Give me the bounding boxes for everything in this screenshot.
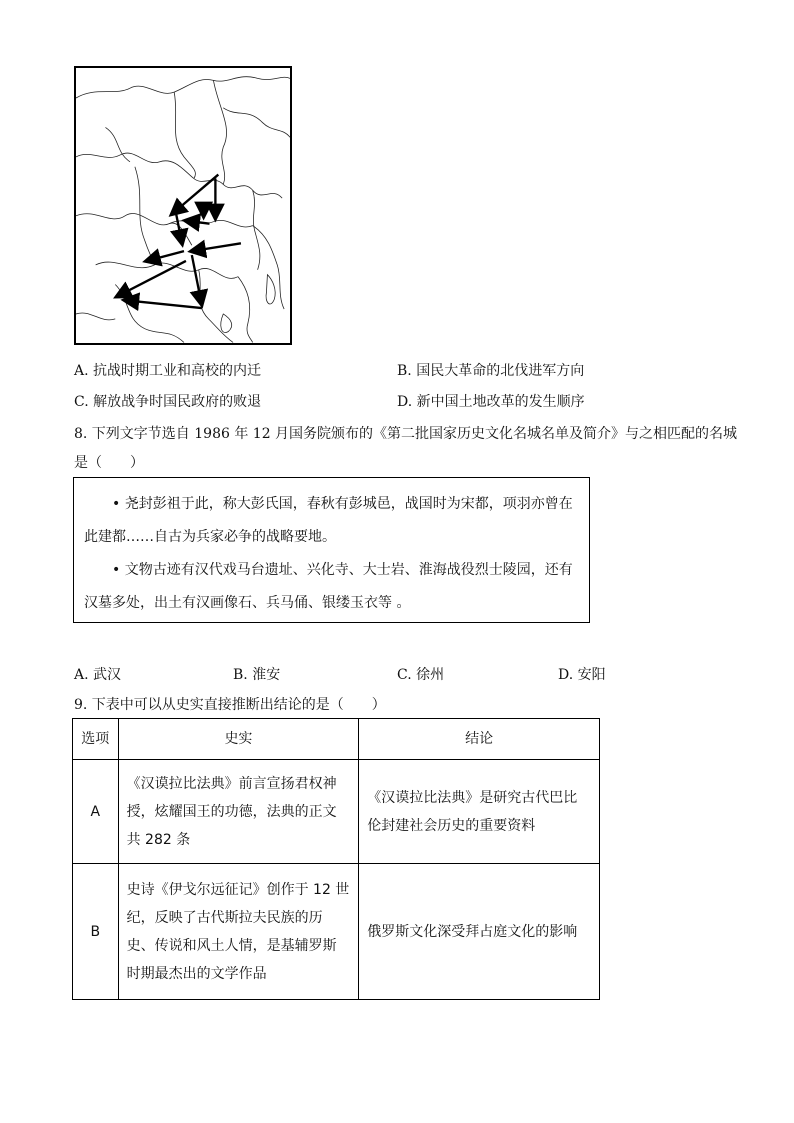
q8-excerpt-box [73, 477, 590, 623]
row-fact: 《汉谟拉比法典》前言宣扬君权神授，炫耀国王的功德，法典的正文共 282 条 [118, 760, 359, 864]
header-option: 选项 [73, 719, 119, 760]
table-row [73, 760, 600, 864]
row-conclusion: 俄罗斯文化深受拜占庭文化的影响 [359, 864, 600, 1000]
header-fact: 史实 [118, 719, 359, 760]
q8-stem-line1: 8. 下列文字节选自 1986 年 12 月国务院颁布的《第二批国家历史文化名城名单及简介》与之相匹配的名城 [74, 426, 738, 442]
q8-option-c: C. 徐州 [397, 667, 445, 683]
q9-table [72, 718, 600, 1000]
q8-option-a: A. 武汉 [74, 667, 122, 683]
q8-bullet-2: • 文物古迹有汉代戏马台遗址、兴化寺、大士岩、淮海战役烈士陵园，还有汉墓多处，出土有汉画像石、兵马俑、银缕玉衣等 。 [84, 562, 573, 611]
q8-stem-line2: 是（ ） [74, 455, 144, 471]
q8-option-b: B. 淮安 [233, 667, 281, 683]
q9-stem: 9. 下表中可以从史实直接推断出结论的是（ ） [74, 697, 386, 713]
q8-bullet-1: • 尧封彭祖于此，称大彭氏国，春秋有彭城邑，战国时为宋都，项羽亦曾在此建都……自古为兵家必争的战略要地。 [84, 496, 573, 545]
q7-option-d: D. 新中国土地改革的发生顺序 [397, 394, 585, 410]
row-key: B [73, 864, 119, 1000]
row-fact: 史诗《伊戈尔远征记》创作于 12 世纪，反映了古代斯拉夫民族的历史、传说和风土人情，是基辅罗斯时期最杰出的文学作品 [118, 864, 359, 1000]
q7-option-a: A. 抗战时期工业和高校的内迁 [74, 363, 262, 379]
china-route-map [74, 66, 292, 345]
q8-option-d: D. 安阳 [558, 667, 606, 683]
header-conclusion: 结论 [359, 719, 600, 760]
q7-option-c: C. 解放战争时国民政府的败退 [74, 394, 262, 410]
province-borders [76, 77, 290, 343]
table-row [73, 864, 600, 1000]
table-header-row [73, 719, 600, 760]
map-svg [76, 68, 290, 343]
route-arrows [117, 175, 241, 309]
row-conclusion: 《汉谟拉比法典》是研究古代巴比伦封建社会历史的重要资料 [359, 760, 600, 864]
row-key: A [73, 760, 119, 864]
q7-option-b: B. 国民大革命的北伐进军方向 [397, 363, 585, 379]
